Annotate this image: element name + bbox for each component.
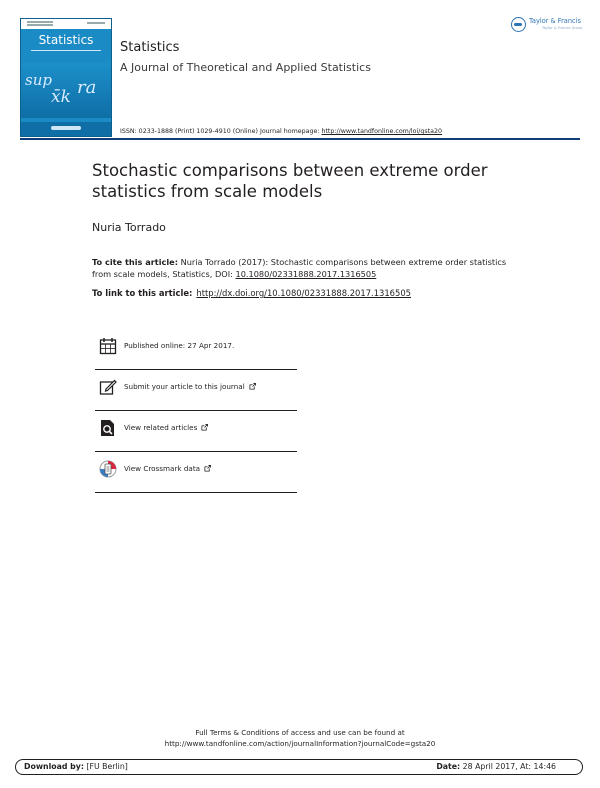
cover-top-band xyxy=(21,19,111,29)
cover-rule xyxy=(31,50,101,51)
related-articles-link[interactable] xyxy=(124,423,208,432)
cover-footer xyxy=(21,122,111,136)
journal-subtitle: A Journal of Theoretical and Applied Statistics xyxy=(120,61,371,74)
cite-label: To cite this article: xyxy=(92,257,178,267)
related-articles-label: View related articles xyxy=(124,423,198,432)
external-link-icon xyxy=(249,383,256,390)
terms-line-1: Full Terms & Conditions of access and use can be found at xyxy=(195,728,405,737)
cover-art-text: ra xyxy=(77,77,97,98)
journal-cover xyxy=(20,18,112,137)
published-row xyxy=(95,329,297,370)
download-date xyxy=(436,762,556,771)
download-date-value: 28 April 2017, At: 14:46 xyxy=(460,762,556,771)
journal-homepage-link[interactable]: http://www.tandfonline.com/loi/gsta20 xyxy=(321,128,443,135)
downloaded-by-label: Download by: xyxy=(24,762,84,771)
crossmark-link[interactable] xyxy=(124,464,211,473)
issn-line xyxy=(120,128,442,135)
external-link-icon xyxy=(201,424,208,431)
crossmark-label: View Crossmark data xyxy=(124,464,201,473)
terms-notice xyxy=(0,727,600,749)
cover-artwork xyxy=(21,63,111,118)
article-link-line xyxy=(92,288,411,298)
terms-link[interactable]: http://www.tandfonline.com/action/journalInformation?journalCode=gsta20 xyxy=(164,739,436,748)
search-icon xyxy=(99,419,117,437)
article-actions xyxy=(95,329,297,493)
downloaded-by xyxy=(24,762,128,771)
download-info-bar xyxy=(15,759,583,775)
publisher-tagline: Taylor & Francis Group xyxy=(542,26,583,30)
published-date: Published online: 27 Apr 2017. xyxy=(124,341,235,350)
publisher-name: Taylor & Francis xyxy=(529,17,581,25)
article-title: Stochastic comparisons between extreme order statistics from scale models xyxy=(92,161,488,201)
link-label: To link to this article: xyxy=(92,288,193,298)
cover-art-text: x̄k xyxy=(51,87,71,107)
edit-icon xyxy=(99,378,117,396)
crossmark-row[interactable] xyxy=(95,452,297,493)
downloaded-by-value: [FU Berlin] xyxy=(83,762,128,771)
header-divider xyxy=(20,138,580,140)
issn-text: ISSN: 0233-1888 (Print) 1029-4910 (Online) Journal homepage: xyxy=(120,128,322,135)
article-author: Nuria Torrado xyxy=(92,221,166,234)
calendar-icon xyxy=(99,337,117,355)
publisher-logo-icon xyxy=(511,17,526,32)
cover-title: Statistics xyxy=(38,33,94,47)
journal-title: Statistics xyxy=(120,40,180,55)
citation xyxy=(92,257,512,280)
related-articles-row[interactable] xyxy=(95,411,297,452)
cover-art-text: sup xyxy=(25,71,52,89)
external-link-icon xyxy=(204,465,211,472)
cite-text: Nuria Torrado (2017): Stochastic comparisons between extreme order statistics from scale models, Statistics, DOI: xyxy=(92,257,507,279)
submit-article-link[interactable] xyxy=(124,382,256,391)
download-date-label: Date: xyxy=(436,762,461,771)
submit-article-label: Submit your article to this journal xyxy=(124,382,245,391)
doi-link[interactable]: 10.1080/02331888.2017.1316505 xyxy=(235,268,377,279)
article-link[interactable]: http://dx.doi.org/10.1080/02331888.2017.1316505 xyxy=(196,288,411,298)
crossmark-icon xyxy=(99,460,117,478)
submit-article-row[interactable] xyxy=(95,370,297,411)
publisher-logo xyxy=(511,17,583,33)
